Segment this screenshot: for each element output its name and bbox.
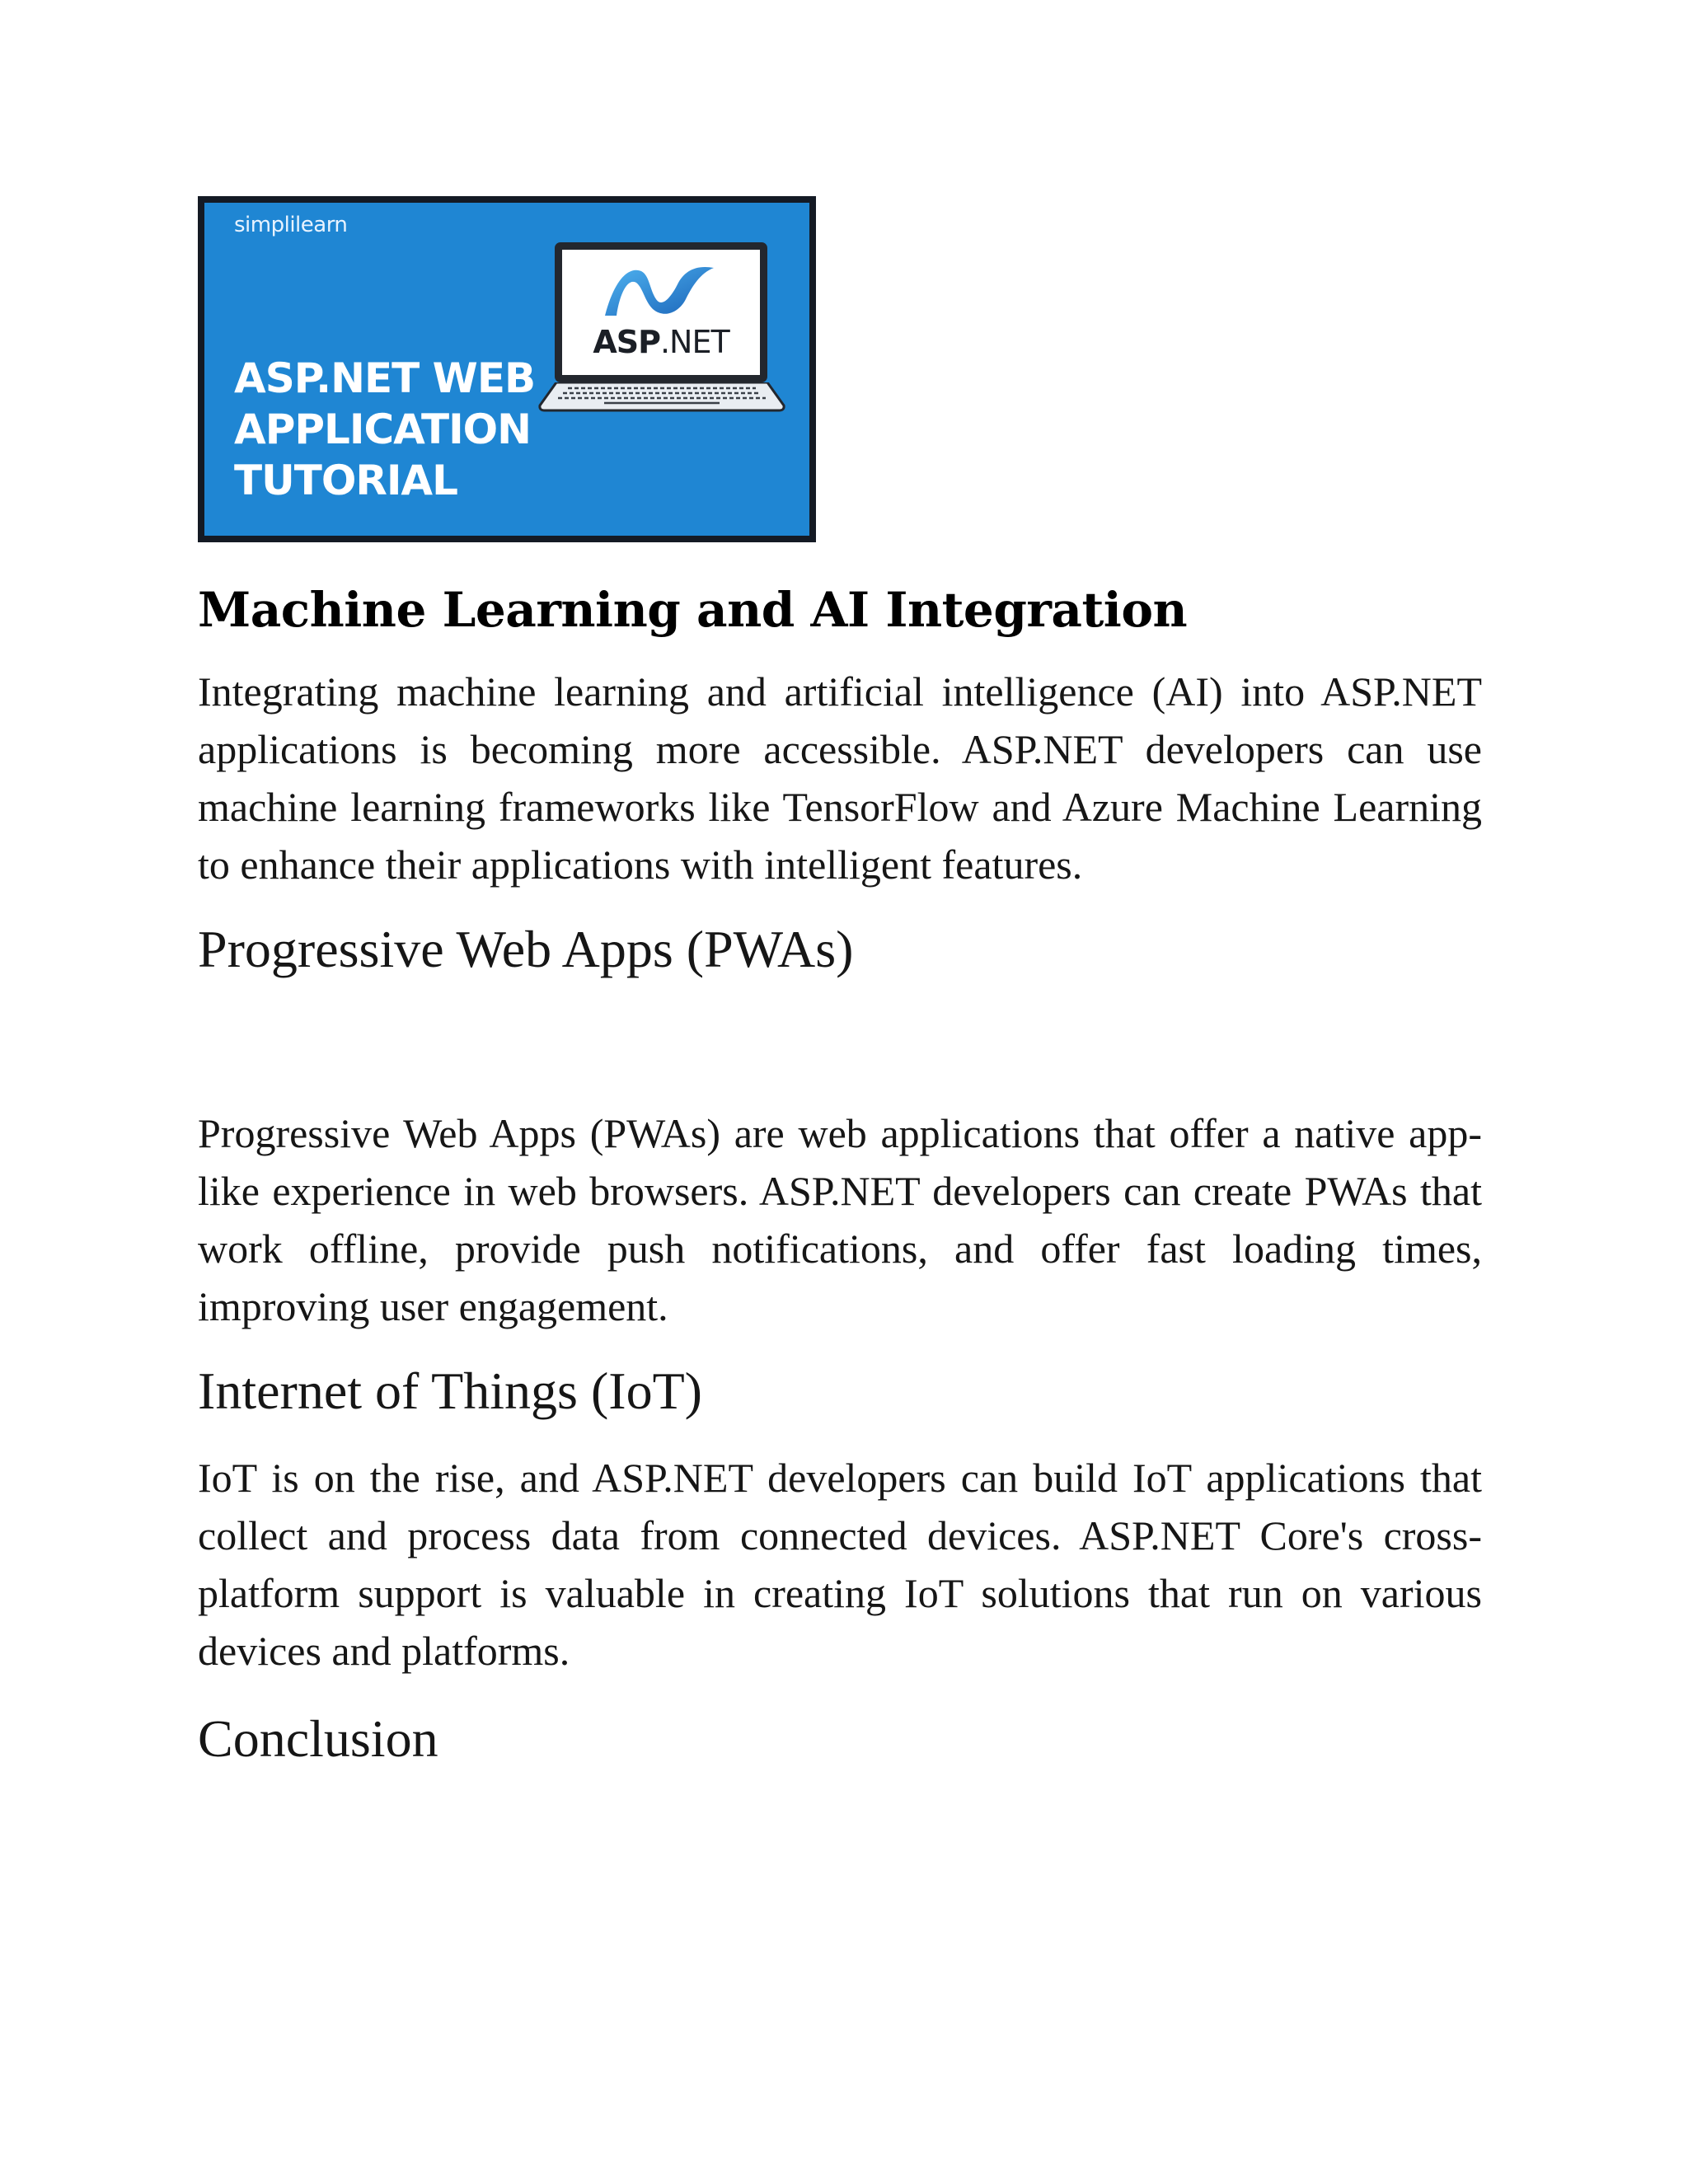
ml-heading: Machine Learning and AI Integration <box>198 582 1188 638</box>
pwa-heading: Progressive Web Apps (PWAs) <box>198 920 854 978</box>
iot-paragraph: IoT is on the rise, and ASP.NET developers can build IoT applications that collect and process data from connected devices. ASP.NET Core's cross-platform support is valuable in creating IoT solutions that run on various devices and platforms. <box>198 1455 1482 1674</box>
aspnet-logo-text: ASP.NET <box>593 324 729 360</box>
ml-paragraph: Integrating machine learning and artificial intelligence (AI) into ASP.NET applications is becoming more accessible. ASP.NET developers can use machine learning frameworks like TensorFlow and Azure Machine Learning to enhance their applications with intelligent features. <box>198 668 1482 888</box>
tutorial-banner-image <box>198 196 816 542</box>
iot-heading: Internet of Things (IoT) <box>198 1361 702 1420</box>
banner-title: ASP.NET WEB APPLICATION TUTORIAL <box>234 354 536 504</box>
laptop-icon <box>538 242 785 428</box>
document-page <box>198 196 1482 1772</box>
laptop-screen <box>555 242 767 382</box>
simplilearn-logo: simplilearn <box>234 213 348 237</box>
conclusion-heading: Conclusion <box>198 1709 438 1768</box>
aspnet-logo-icon <box>598 261 722 319</box>
pwa-paragraph: Progressive Web Apps (PWAs) are web applications that offer a native app-like experience in web browsers. ASP.NET developers can create PWAs that work offline, provide push notifications, and offer fast loading times, improving user engagement. <box>198 1110 1482 1329</box>
laptop-keyboard <box>538 382 785 414</box>
